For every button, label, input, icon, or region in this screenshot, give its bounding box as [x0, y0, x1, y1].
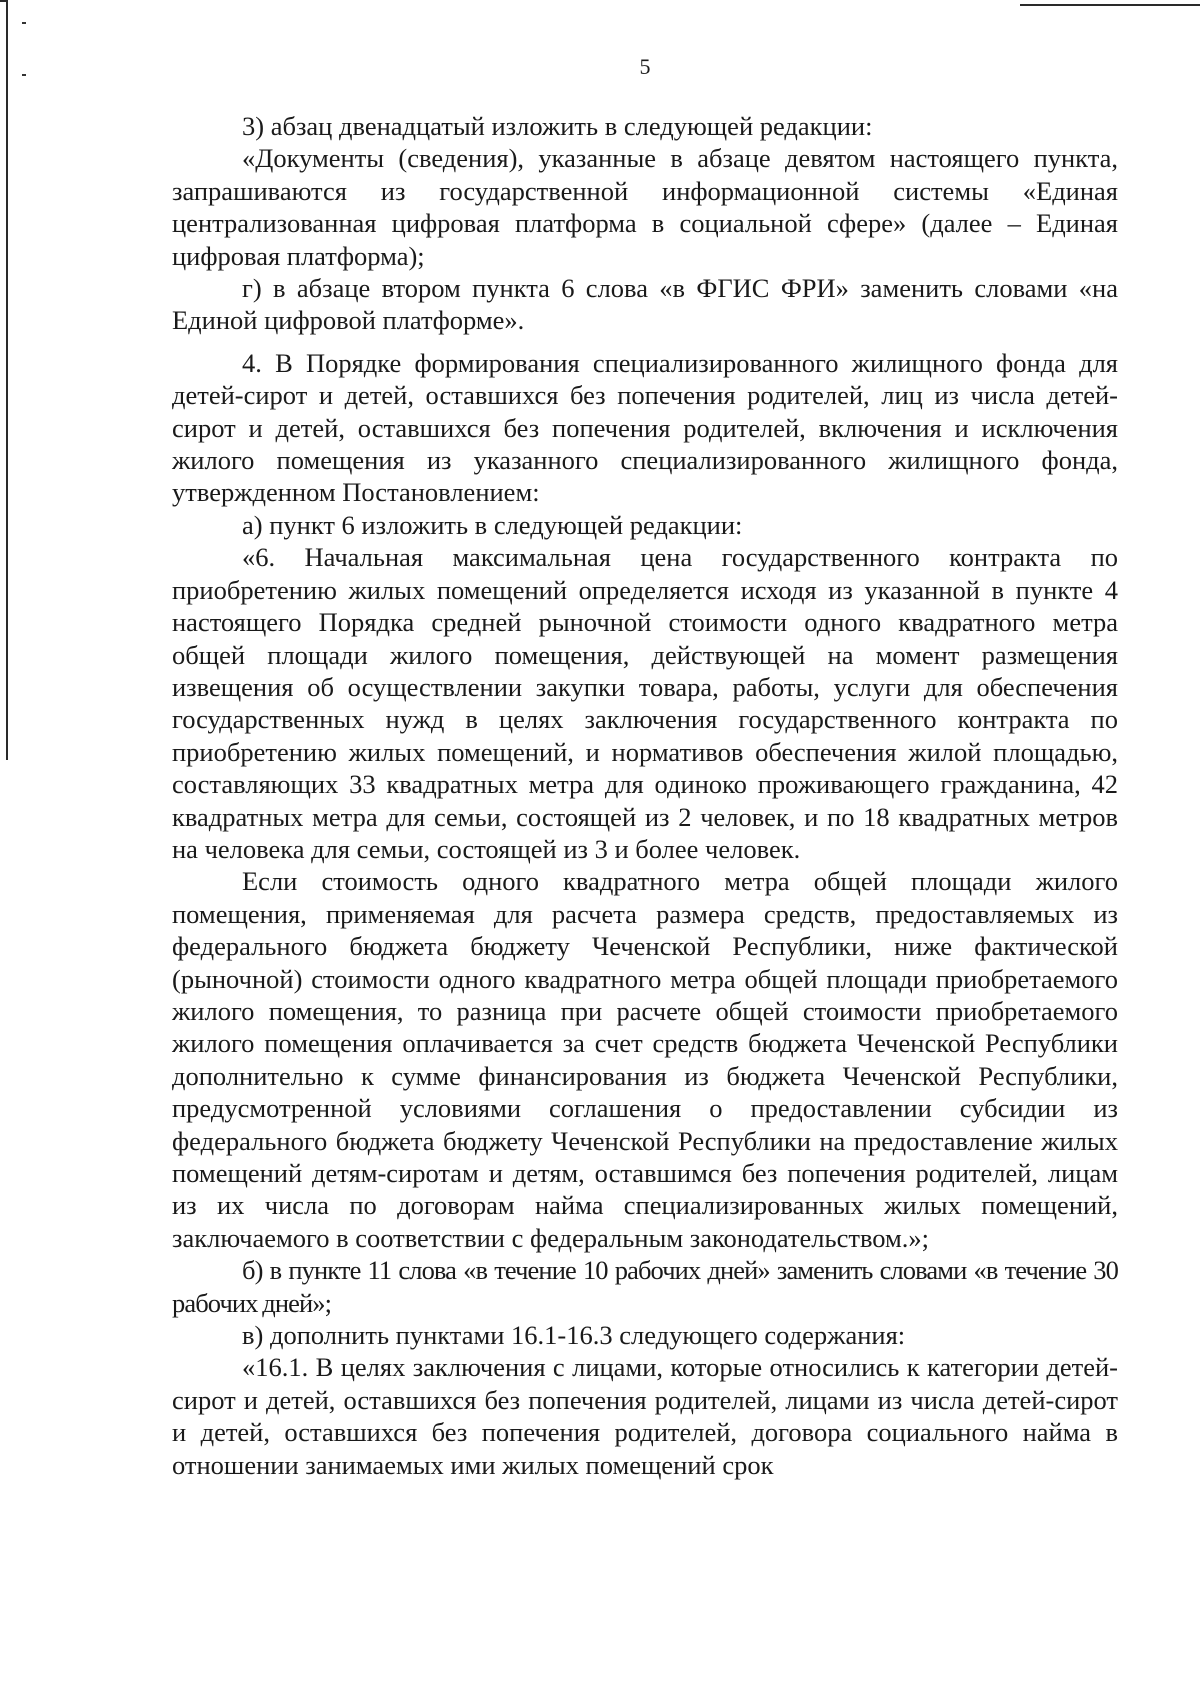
paragraph-item-v: в) дополнить пунктами 16.1-16.3 следующего содержания: — [242, 1320, 906, 1351]
paragraph-cost-difference: Если стоимость одного квадратного метра общей площади жилого помещения, применяемая для расчета размера средств, предоставляемых из федерального бюджета бюджету Чеченской Республики, ниже фактической (рыночной) стоимости одного квадратного метра общей площади приобретаемого жилого помещения, то разница при расчете общей стоимости приобретаемого жилого помещения оплачивается за счет средств бюджета Чеченской Республики дополнительно к сумме финансирования из бюджета Чеченской Республики, предусмотренной условиями соглашения о предоставлении субсидии из федерального бюджета бюджету Чеченской Республики на предоставление жилых помещений детям-сиротам и детям, оставшимся без попечения родителей, лицам из их числа по договорам найма специализированных жилых помещений, заключаемого в соответствии с федеральным законодательством.»; — [172, 866, 1118, 1253]
document-body — [172, 110, 1118, 1481]
paragraph-item-a: а) пункт 6 изложить в следующей редакции: — [242, 509, 743, 540]
paragraph-documents-quote: «Документы (сведения), указанные в абзаце девятом настоящего пункта, запрашиваются из государственной информационной системы «Единая централизованная цифровая платформа в социальной сфере» (далее – Единая цифровая платформа); — [172, 143, 1118, 271]
paragraph-point-6: «6. Начальная максимальная цена государственного контракта по приобретению жилых помещений определяется исходя из указанной в пункте 4 настоящего Порядка средней рыночной стоимости одного квадратного метра общей площади жилого помещения, действующей на момент размещения извещения об осуществлении закупки товара, работы, услуги для обеспечения государственных нужд в целях заключения государственного контракта по приобретению жилых помещений, и нормативов обеспечения жилой площадью, составляющих 33 квадратных метра для одиноко проживающего гражданина, 42 квадратных метра для семьи, состоящей из 2 человек, и по 18 квадратных метров на человека для семьи, состоящей из 3 и более человек. — [172, 542, 1118, 864]
paragraph-item-3: 3) абзац двенадцатый изложить в следующей редакции: — [242, 111, 873, 141]
paragraph-item-g: г) в абзаце втором пункта 6 слова «в ФГИС ФРИ» заменить словами «на Единой цифровой платформе». — [172, 273, 1118, 336]
page-number: 5 — [639, 54, 651, 79]
paragraph-item-b: б) в пункте 11 слова «в течение 10 рабочих дней» заменить словами «в течение 30 рабочих дней»; — [172, 1255, 1118, 1318]
paragraph-section-4: 4. В Порядке формирования специализированного жилищного фонда для детей-сирот и детей, оставшихся без попечения родителей, лиц из числа детей-сирот и детей, оставшихся без попечения родителей, включения и исключения жилого помещения из указанного специализированного жилищного фонда, утвержденном Постановлением: — [172, 347, 1118, 508]
scan-tick-mark — [22, 22, 26, 24]
scan-edge-line — [6, 0, 8, 760]
scan-edge-top-line — [1020, 4, 1200, 6]
paragraph-point-16-1: «16.1. В целях заключения с лицами, которые относились к категории детей-сирот и детей, оставшихся без попечения родителей, лицами из числа детей-сирот и детей, оставшихся без попечения родителей, договора социального найма в отношении занимаемых ими жилых помещений срок — [172, 1352, 1118, 1480]
